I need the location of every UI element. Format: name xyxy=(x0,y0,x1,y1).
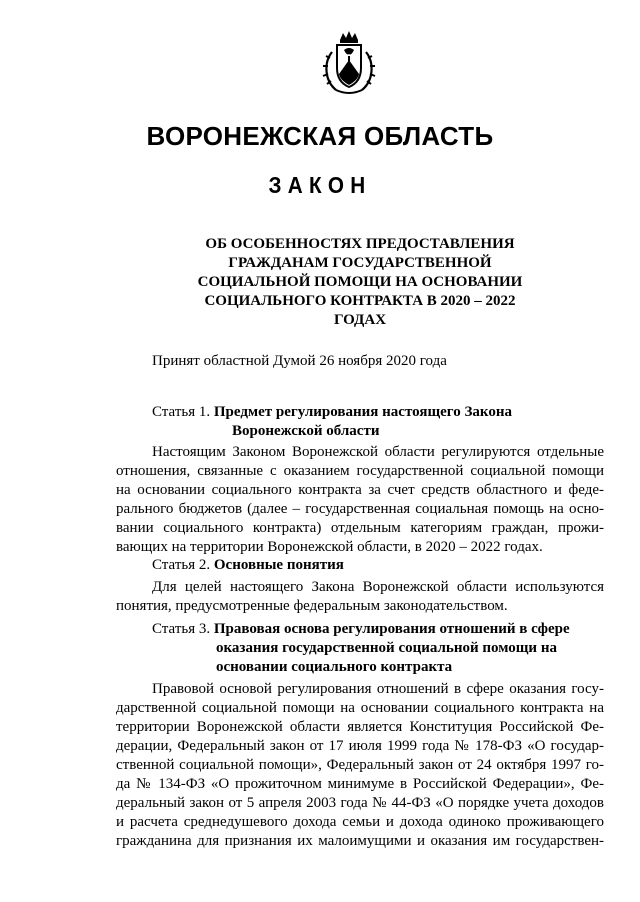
law-title-line: ГОДАХ xyxy=(333,312,387,328)
article-number: Статья 3. xyxy=(152,621,211,637)
paragraph-line: отношения, связанные с оказанием государственной социальной помощи xyxy=(116,463,604,479)
article-title: Основные понятия xyxy=(213,557,344,573)
paragraph-line: Для целей настоящего Закона Воронежской области используются xyxy=(152,579,604,595)
article-title: основании социального контракта xyxy=(216,659,453,675)
article-title: оказания государственной социальной помощи на xyxy=(216,640,557,656)
article-2-heading xyxy=(152,556,344,575)
law-title-line: ГРАЖДАНАМ ГОСУДАРСТВЕННОЙ xyxy=(228,255,492,271)
law-title-line: СОЦИАЛЬНОЙ ПОМОЩИ НА ОСНОВАНИИ xyxy=(197,274,523,290)
paragraph-line: понятия, предусмотренные федеральным законодательством. xyxy=(116,598,508,614)
article-3-heading-cont xyxy=(216,639,557,677)
document-type: ЗАКОН xyxy=(268,172,372,198)
article-1-heading-cont xyxy=(232,422,379,441)
paragraph-line: дарственной социальной помощи на основании социального контракта на xyxy=(116,700,604,716)
law-title-line: СОЦИАЛЬНОГО КОНТРАКТА В 2020 – 2022 xyxy=(204,293,516,309)
article-number: Статья 2. xyxy=(152,557,211,573)
article-3-heading xyxy=(152,620,570,639)
paragraph-line: Настоящим Законом Воронежской области регулируются отдельные xyxy=(152,444,604,460)
paragraph-line: Правовой основой регулирования отношений в сфере оказания госу- xyxy=(152,681,604,697)
paragraph-line: да № 134-ФЗ «О прожиточном минимуме в Российской Федерации», Фе- xyxy=(116,776,604,792)
paragraph-line: рального бюджетов (далее – государственная социальная помощь на осно- xyxy=(116,501,604,517)
article-2-paragraph xyxy=(116,578,604,616)
paragraph-line: гражданина для признания их малоимущими и оказания им государствен- xyxy=(116,833,604,849)
region-title: ВОРОНЕЖСКАЯ ОБЛАСТЬ xyxy=(146,121,494,151)
paragraph-line: вании социального контракта) отдельным категориям граждан, прожи- xyxy=(116,520,604,536)
article-title: Правовая основа регулирования отношений в сфере xyxy=(213,621,570,637)
article-number: Статья 1. xyxy=(152,404,211,420)
law-title xyxy=(150,235,570,330)
paragraph-line: и расчета среднедушевого дохода семьи и дохода одиноко проживающего xyxy=(116,814,604,830)
coat-of-arms-icon xyxy=(318,30,380,98)
paragraph-line: дерации, Федеральный закон от 17 июля 1999 года № 178-ФЗ «О государ- xyxy=(116,738,604,754)
paragraph-line: деральный закон от 5 апреля 2003 года № 44-ФЗ «О порядке учета доходов xyxy=(116,795,604,811)
article-title: Воронежской области xyxy=(232,423,380,439)
paragraph-line: на основании социального контракта за счет средств областного и феде- xyxy=(116,482,604,498)
article-3-paragraph xyxy=(116,680,604,851)
paragraph-line: ственной социальной помощи», Федеральный закон от 24 октября 1997 го- xyxy=(116,757,604,773)
law-title-line: ОБ ОСОБЕННОСТЯХ ПРЕДОСТАВЛЕНИЯ xyxy=(205,236,515,252)
paragraph-line: территории Воронежской области является Конституция Российской Фе- xyxy=(116,719,604,735)
article-title: Предмет регулирования настоящего Закона xyxy=(213,404,512,420)
article-1-heading xyxy=(152,403,512,422)
adoption-note: Принят областной Думой 26 ноября 2020 года xyxy=(152,353,447,369)
paragraph-line: вающих на территории Воронежской области, в 2020 – 2022 годах. xyxy=(116,539,543,555)
article-1-paragraph xyxy=(116,443,604,557)
